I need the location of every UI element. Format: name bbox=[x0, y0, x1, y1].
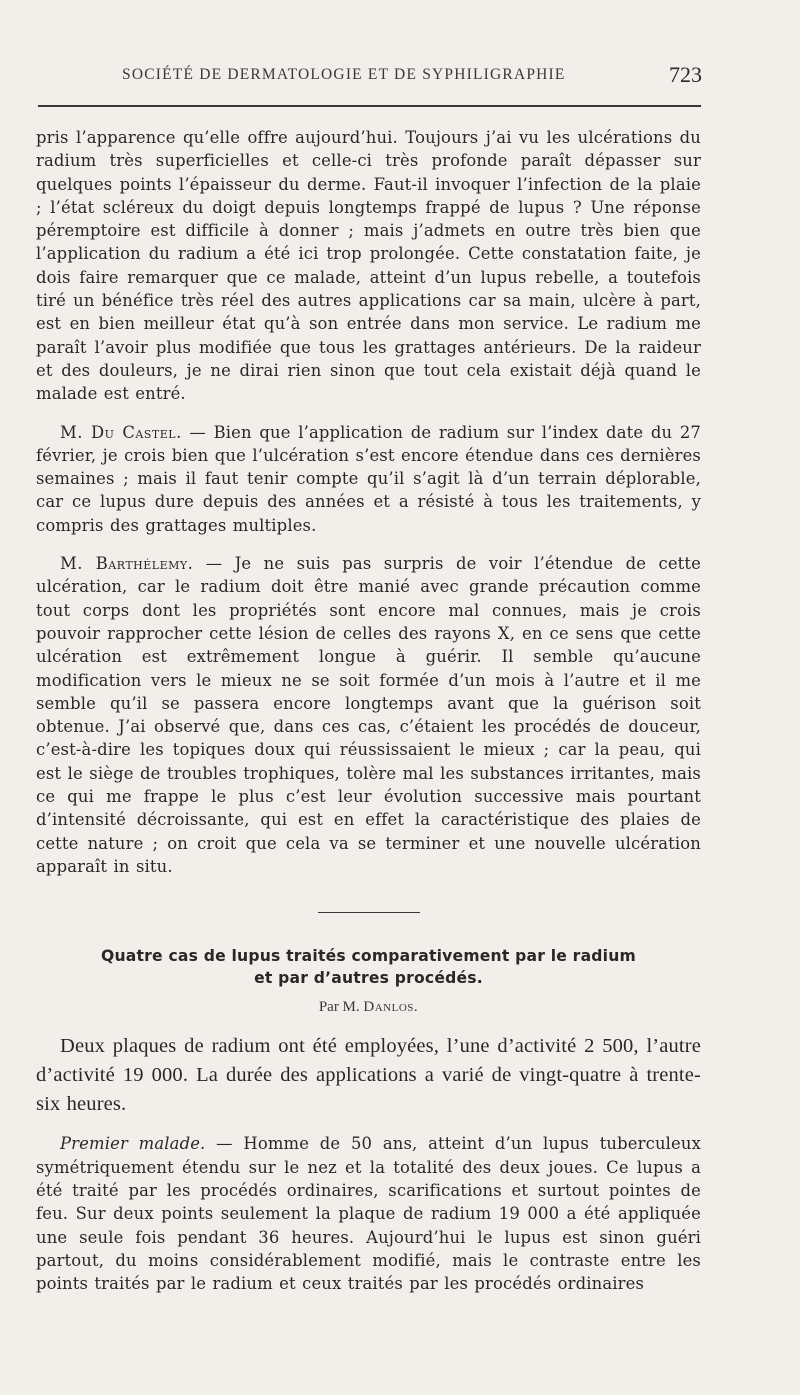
paragraph-text: — Bien que l’application de radium sur l’index date du 27 février, je crois bien que l’ulcération s’est encore étendue dans ces dernières semaines ; mais il faut tenir compte qu’il s’agit là d’un terrain déplorable, car ce lupus dure depuis des années et a résisté à tous les traitements, y compris des grattages multiples. bbox=[36, 422, 701, 535]
paragraph-gap bbox=[36, 1118, 701, 1132]
page-number: 723 bbox=[669, 62, 702, 87]
article-lead-paragraph: Deux plaques de radium ont été employées, l’une d’activité 2 500, l’autre d’activité 19 000. La durée des applications a varié de vingt-quatre à trente-six heures. bbox=[36, 1035, 701, 1115]
paragraph-continuation: pris l’apparence qu’elle offre aujourd’hui. Toujours j’ai vu les ulcérations du radium très superficielles et celle-ci très profonde paraît dépasser sur quelques points l’épaisseur du derme. Faut-il invoquer l’infection de la plaie ; l’état scléreux du doigt depuis longtemps frappé de lupus ? Une réponse péremptoire est difficile à donner ; mais j’admets en outre très bien que l’application du radium a été ici trop prolongée. Cette constatation faite, je dois faire remarquer que ce malade, atteint d’un lupus rebelle, a toutefois tiré un bénéfice très réel des autres applications car sa main, ulcère à part, est en bien meilleur état qu’à son entrée dans mon service. Le radium me paraît l’avoir plus modifiée que tous les grattages antérieurs. De la raideur et des douleurs, je ne dirai rien sinon que tout cela existait déjà quand le malade est entré. bbox=[36, 128, 701, 404]
article-title-line-1: Quatre cas de lupus traités comparativement par le radium bbox=[101, 947, 636, 966]
article-title-line-2: et par d’autres procédés. bbox=[254, 969, 483, 988]
speaker-name: M. Barthélemy. bbox=[60, 554, 194, 574]
paragraph-du-castel bbox=[36, 421, 701, 537]
page-header bbox=[38, 62, 702, 92]
article-byline bbox=[36, 999, 701, 1016]
paragraph-first-patient bbox=[36, 1132, 701, 1295]
section-divider bbox=[318, 912, 420, 913]
paragraph-gap bbox=[36, 406, 701, 421]
article-title bbox=[36, 945, 701, 989]
paragraph-gap bbox=[36, 537, 701, 552]
speaker-name: M. Du Castel. bbox=[60, 422, 182, 442]
byline-prefix: Par M. bbox=[318, 999, 360, 1016]
byline-author: Danlos. bbox=[363, 999, 419, 1016]
header-rule bbox=[38, 105, 701, 107]
case-text: — Homme de 50 ans, atteint d’un lupus tuberculeux symétriquement étendu sur le nez et la totalité des deux joues. Ce lupus a été traité par les procédés ordinaires, scarifications et surtout pointes de feu. Sur deux points seulement la plaque de radium 19 000 a été appliquée une seule fois pendant 36 heures. Aujourd’hui le lupus est sinon guéri partout, du moins considérablement modifié, mais le contraste entre les points traités par le radium et ceux traités par les procédés ordinaires bbox=[36, 1134, 701, 1294]
paragraph-text: — Je ne suis pas surpris de voir l’étendue de cette ulcération, car le radium doit être manié avec grande précaution comme tout corps dont les propriétés sont encore mal connues, mais je crois pouvoir rapprocher cette lésion de celles des rayons X, en ce sens que cette ulcération est extrêmement longue à guérir. Il semble qu’aucune modification vers le mieux ne se soit formée d’un mois à l’autre et il me semble qu’il se passera encore longtemps avant que la guérison soit obtenue. J’ai observé que, dans ces cas, c’étaient les procédés de douceur, c’est-à-dire les topiques doux qui réussissaient le mieux ; car la peau, qui est le siège de troubles trophiques, tolère mal les substances irritantes, mais ce qui me frappe le plus c’est leur évolution successive mais pourtant d’intensité décroissante, qui est en effet la caractéristique des plaies de cette nature ; on croit que cela va se terminer et une nouvelle ulcération apparaît in situ. bbox=[36, 554, 701, 876]
case-label: Premier malade. bbox=[60, 1134, 206, 1154]
running-title: SOCIÉTÉ DE DERMATOLOGIE ET DE SYPHILIGRAPHIE bbox=[122, 66, 566, 83]
page-body bbox=[36, 126, 701, 1295]
paragraph-barthelemy bbox=[36, 552, 701, 878]
